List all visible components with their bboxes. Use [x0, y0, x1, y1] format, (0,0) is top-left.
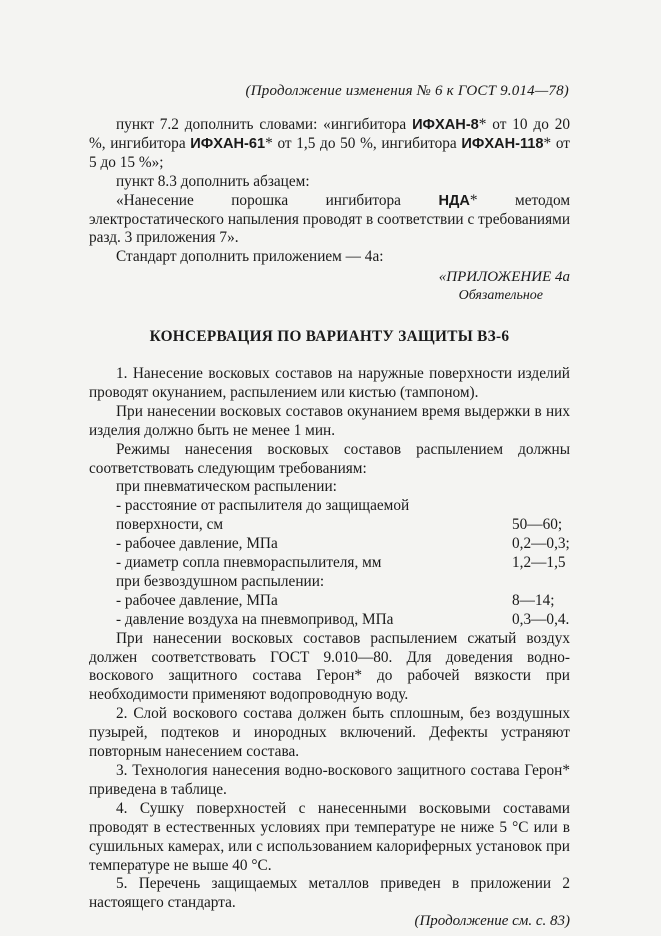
- clause-8-3: пункт 8.3 дополнить абзацем:: [116, 172, 310, 190]
- param-nozzle: [89, 554, 570, 573]
- para-1: 1. Нанесение восковых составов на наружные поверхности изделий проводят окунанием, распылением или кистью (тампоном).: [89, 364, 570, 401]
- param-pressure-airless-label: - рабочее давление, МПа: [116, 591, 278, 609]
- section-title: КОНСЕРВАЦИЯ ПО ВАРИАНТУ ЗАЩИТЫ ВЗ-6: [149, 328, 510, 346]
- para-4: 4. Сушку поверхностей с нанесенными восковыми составами проводят в естественных условиях при температуре не ниже 5 °С или в сушильных камерах, или с использованием калориферных установок при температуре не выше 40 °С.: [89, 799, 570, 874]
- param-distance-value: 50—60;: [512, 516, 563, 534]
- param-pressure-airless-value: 8—14;: [512, 591, 555, 609]
- annex-heading: [89, 268, 570, 306]
- clause-7-2: пункт 7.2 дополнить словами: «ингибитора ИФХАН-8* от 10 до 20 %, ингибитора ИФХАН-61* от 1,5 до 50 %, ингибитора ИФХАН-118* от 5 до 15 %»;: [89, 116, 570, 171]
- param-air-label: - давление воздуха на пневмопривод, МПа: [116, 610, 394, 628]
- param-nozzle-label: - диаметр сопла пневмораспылителя, мм: [116, 554, 382, 572]
- airless-heading: при безвоздушном распылении:: [116, 572, 325, 590]
- param-pressure-label: - рабочее давление, МПа: [116, 535, 278, 553]
- para-1d: При нанесении восковых составов распылением сжатый воздух должен соответствовать ГОСТ 9.010—80. Для доведения водно-воскового защитного состава Герон* до рабочей вязкости при необходимости применяют водопроводную воду.: [89, 629, 570, 704]
- clause-8-3-quote: «Нанесение порошка ингибитора НДА* методом электростатического напыления проводят в соответствии с требованиями разд. 3 приложения 7».: [89, 191, 571, 247]
- standard-amendment: Стандарт дополнить приложением — 4а:: [116, 248, 384, 266]
- param-pressure: [89, 535, 570, 554]
- para-5: 5. Перечень защищаемых металлов приведен в приложении 2 настоящего стандарта.: [89, 875, 570, 912]
- annex-title: «ПРИЛОЖЕНИЕ 4а: [438, 269, 570, 286]
- param-nozzle-value: 1,2—1,5: [512, 554, 566, 572]
- para-2: 2. Слой воскового состава должен быть сплошным, без воздушных пузырей, подтеков и инородных включений. Дефекты устраняют повторным нанесением состава.: [89, 705, 570, 761]
- param-pressure-value: 0,2—0,3;: [512, 535, 570, 553]
- para-1c: Режимы нанесения восковых составов распылением должны соответствовать следующим требованиям:: [89, 440, 570, 477]
- continuation-header: (Продолжение изменения № 6 к ГОСТ 9.014—78): [245, 83, 569, 99]
- document-body: [89, 116, 570, 931]
- para-1b: При нанесении восковых составов окунанием время выдержки в них изделия должно быть не менее 1 мин.: [89, 402, 570, 439]
- param-air-value: 0,3—0,4.: [512, 610, 570, 628]
- param-distance: [89, 516, 570, 535]
- param-air: [89, 611, 570, 630]
- param-distance-line1: - расстояние от распылителя до защищаемой: [116, 497, 410, 515]
- param-distance-label: поверхности, см: [116, 516, 224, 534]
- continuation-footer: (Продолжение см. с. 83): [414, 913, 570, 930]
- para-3: 3. Технология нанесения водно-воскового защитного состава Герон* приведена в таблице.: [89, 762, 570, 798]
- annex-status: Обязательное: [458, 288, 543, 304]
- param-pressure-airless: [89, 592, 570, 611]
- pneumatic-heading: при пневматическом распылении:: [116, 478, 337, 496]
